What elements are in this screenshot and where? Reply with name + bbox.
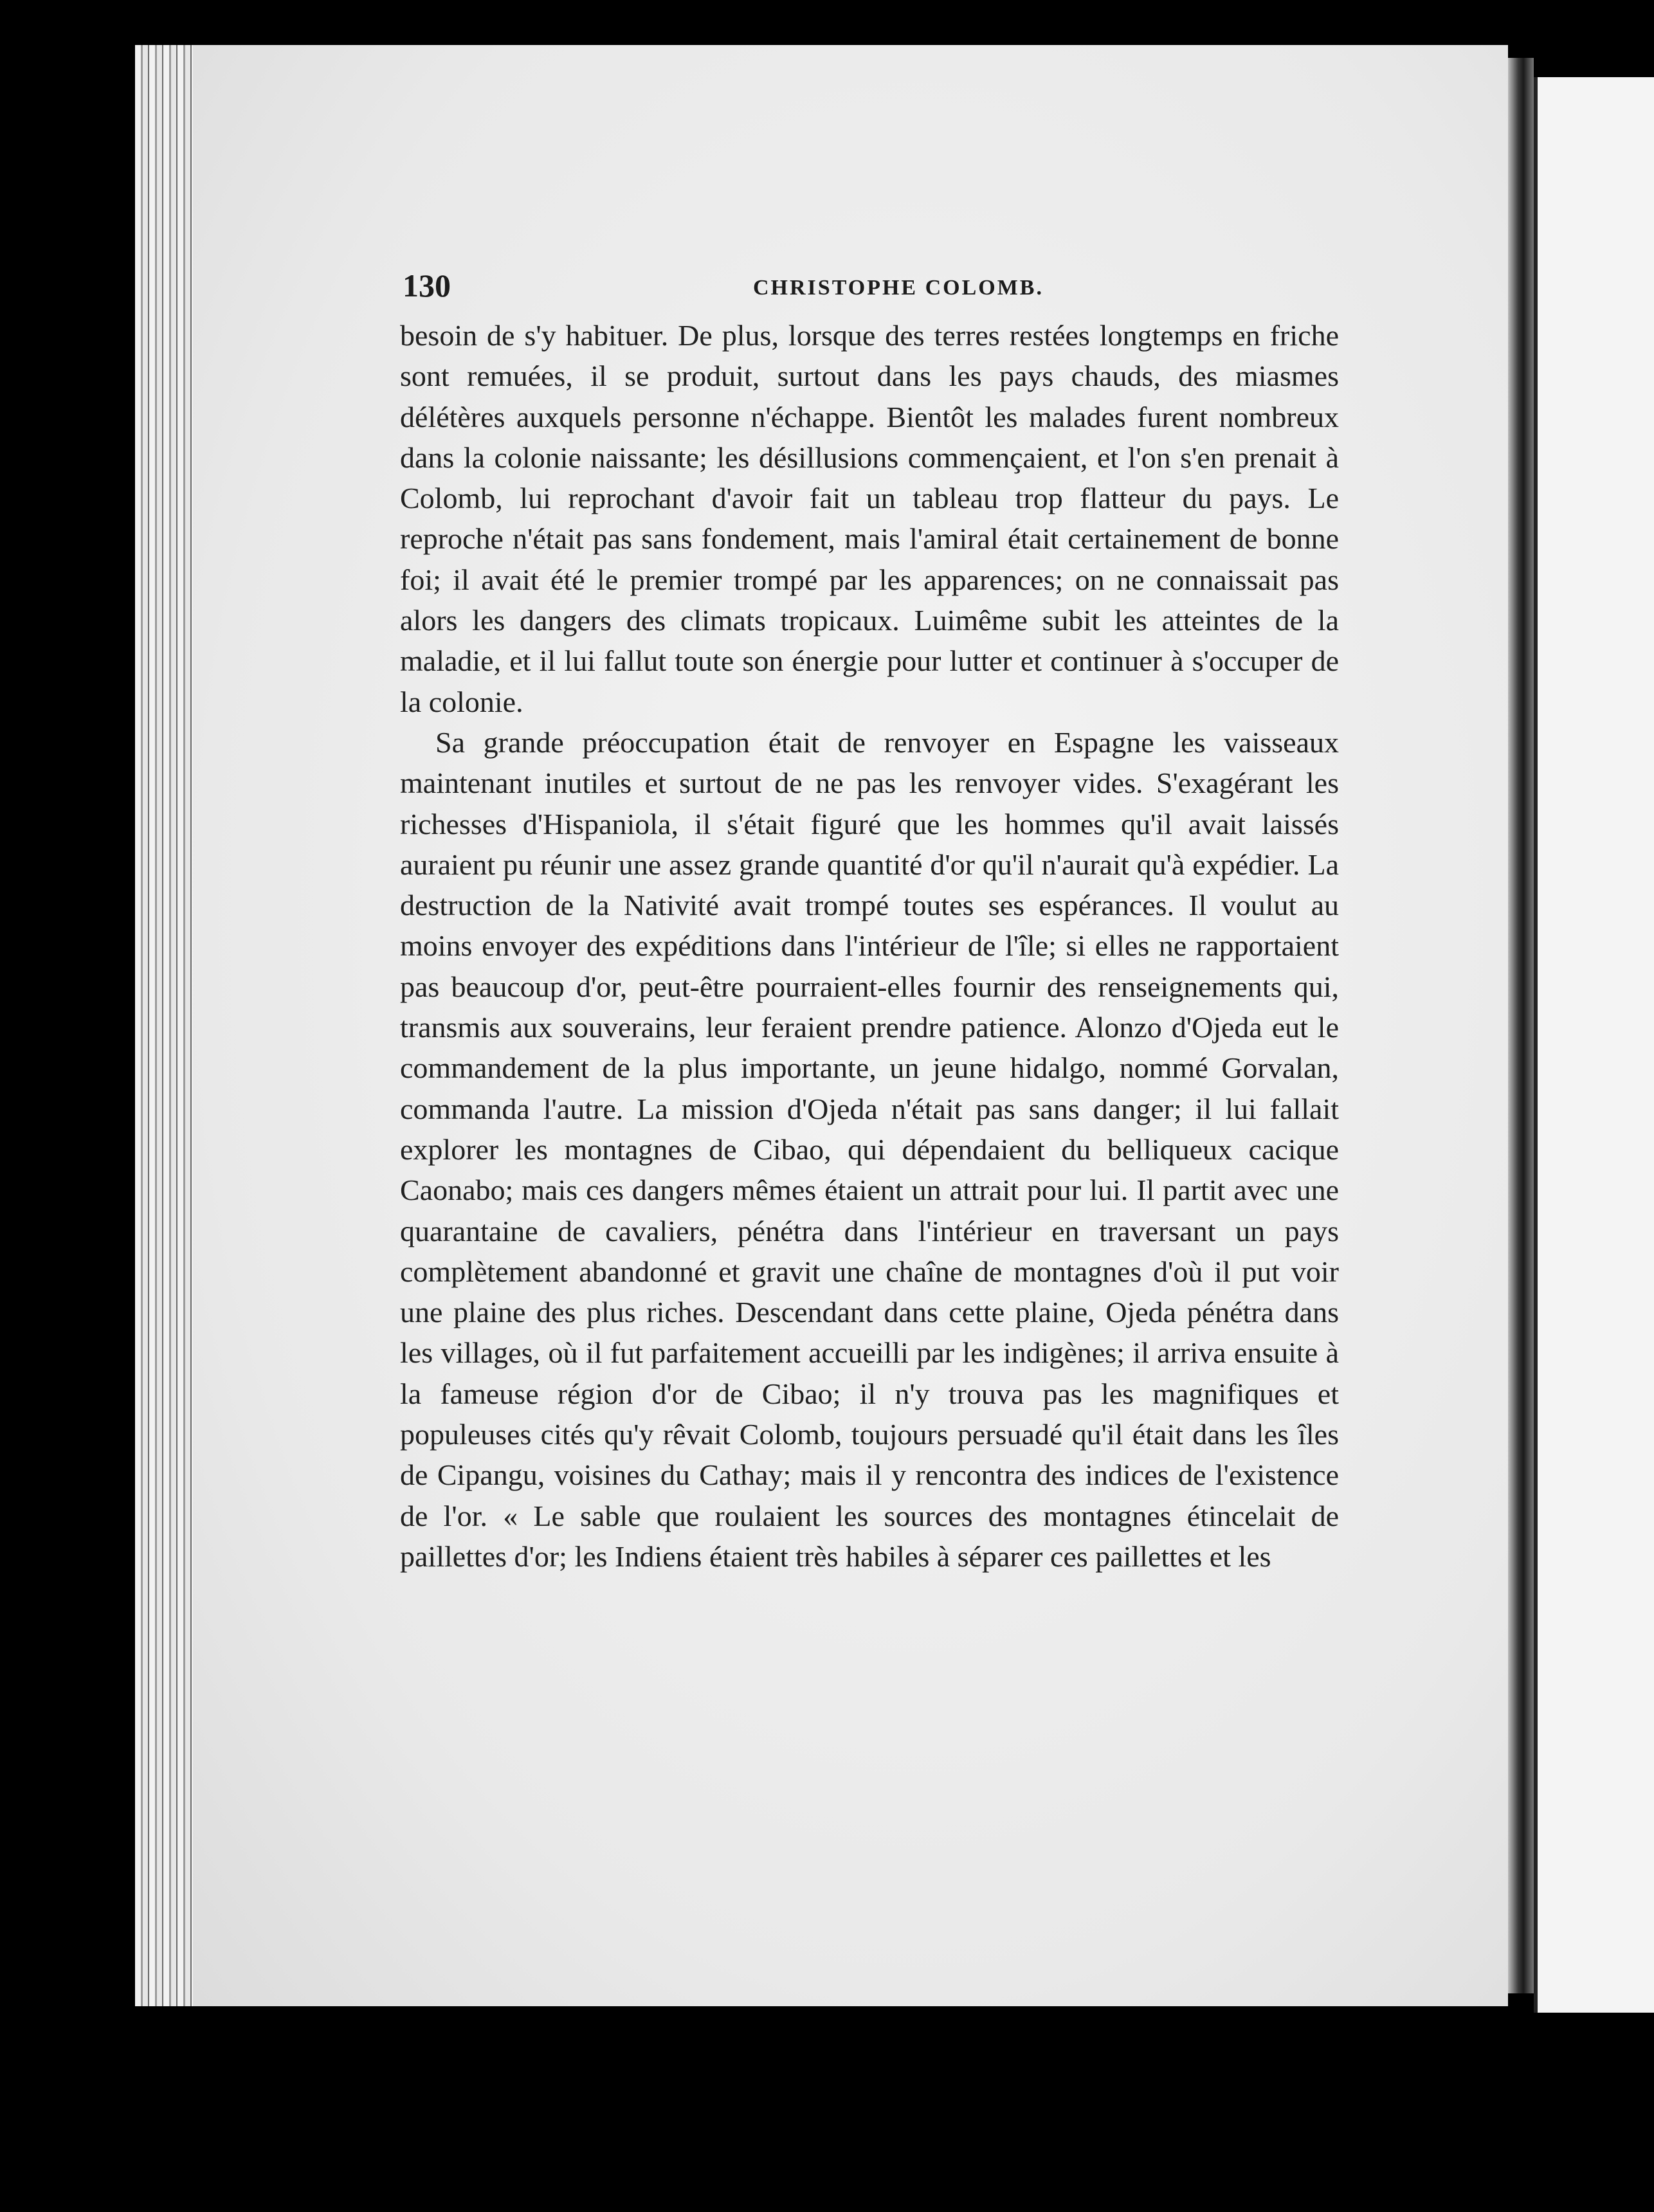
facing-page-edge [1534,77,1654,2013]
body-text [400,315,1339,1577]
paragraph-1: besoin de s'y habituer. De plus, lorsque des terres restées longtemps en friche sont remuées, il se produit, surtout dans les pays chauds, des miasmes délétères auxquels personne n'échappe. Bientôt les malades furent nombreux dans la colonie naissante; les désillusions commençaient, et l'on s'en prenait à Colomb, lui reprochant d'avoir fait un tableau trop flatteur du pays. Le reproche n'était pas sans fondement, mais l'amiral était certainement de bonne foi; il avait été le premier trompé par les apparences; on ne connaissait pas alors les dangers des climats tropicaux. Luimême subit les atteintes de la maladie, et il lui fallut toute son énergie pour lutter et continuer à s'occuper de la colonie. [400,319,1339,718]
paragraph-2: Sa grande préoccupation était de renvoyer en Espagne les vaisseaux maintenant inutiles et surtout de ne pas les renvoyer vides. S'exagérant les richesses d'Hispaniola, il s'était figuré que les hommes qu'il avait laissés auraient pu réunir une assez grande quantité d'or qu'il n'aurait qu'à expédier. La destruction de la Nativité avait trompé toutes ses espérances. Il voulut au moins envoyer des expéditions dans l'intérieur de l'île; si elles ne rapportaient pas beaucoup d'or, peut-être pourraient-elles fournir des renseignements qui, transmis aux souverains, leur feraient prendre patience. Alonzo d'Ojeda eut le commandement de la plus importante, un jeune hidalgo, nommé Gorvalan, commanda l'autre. La mission d'Ojeda n'était pas sans danger; il lui fallait explorer les montagnes de Cibao, qui dépendaient du belliqueux cacique Caonabo; mais ces dangers mêmes étaient un attrait pour lui. Il partit avec une quarantaine de cavaliers, pénétra dans l'intérieur en traversant un pays complètement abandonné et gravit une chaîne de montagnes d'où il put voir une plaine des plus riches. Descendant dans cette plaine, Ojeda pénétra dans les villages, où il fut parfaitement accueilli par les indigènes; il arriva ensuite à la fameuse région d'or de Cibao; il n'y trouva pas les magnifiques et populeuses cités qu'y rêvait Colomb, toujours persuadé qu'il était dans les îles de Cipangu, voisines du Cathay; mais il y rencontra des indices de l'existence de l'or. « Le sable que roulaient les sources des montagnes étincelait de paillettes d'or; les Indiens étaient très habiles à séparer ces paillettes et les [400,725,1339,1573]
book-gutter [1508,58,1534,1993]
running-head [403,267,1335,305]
running-title: CHRISTOPHE COLOMB. [753,276,1044,300]
page-number: 130 [403,267,451,304]
